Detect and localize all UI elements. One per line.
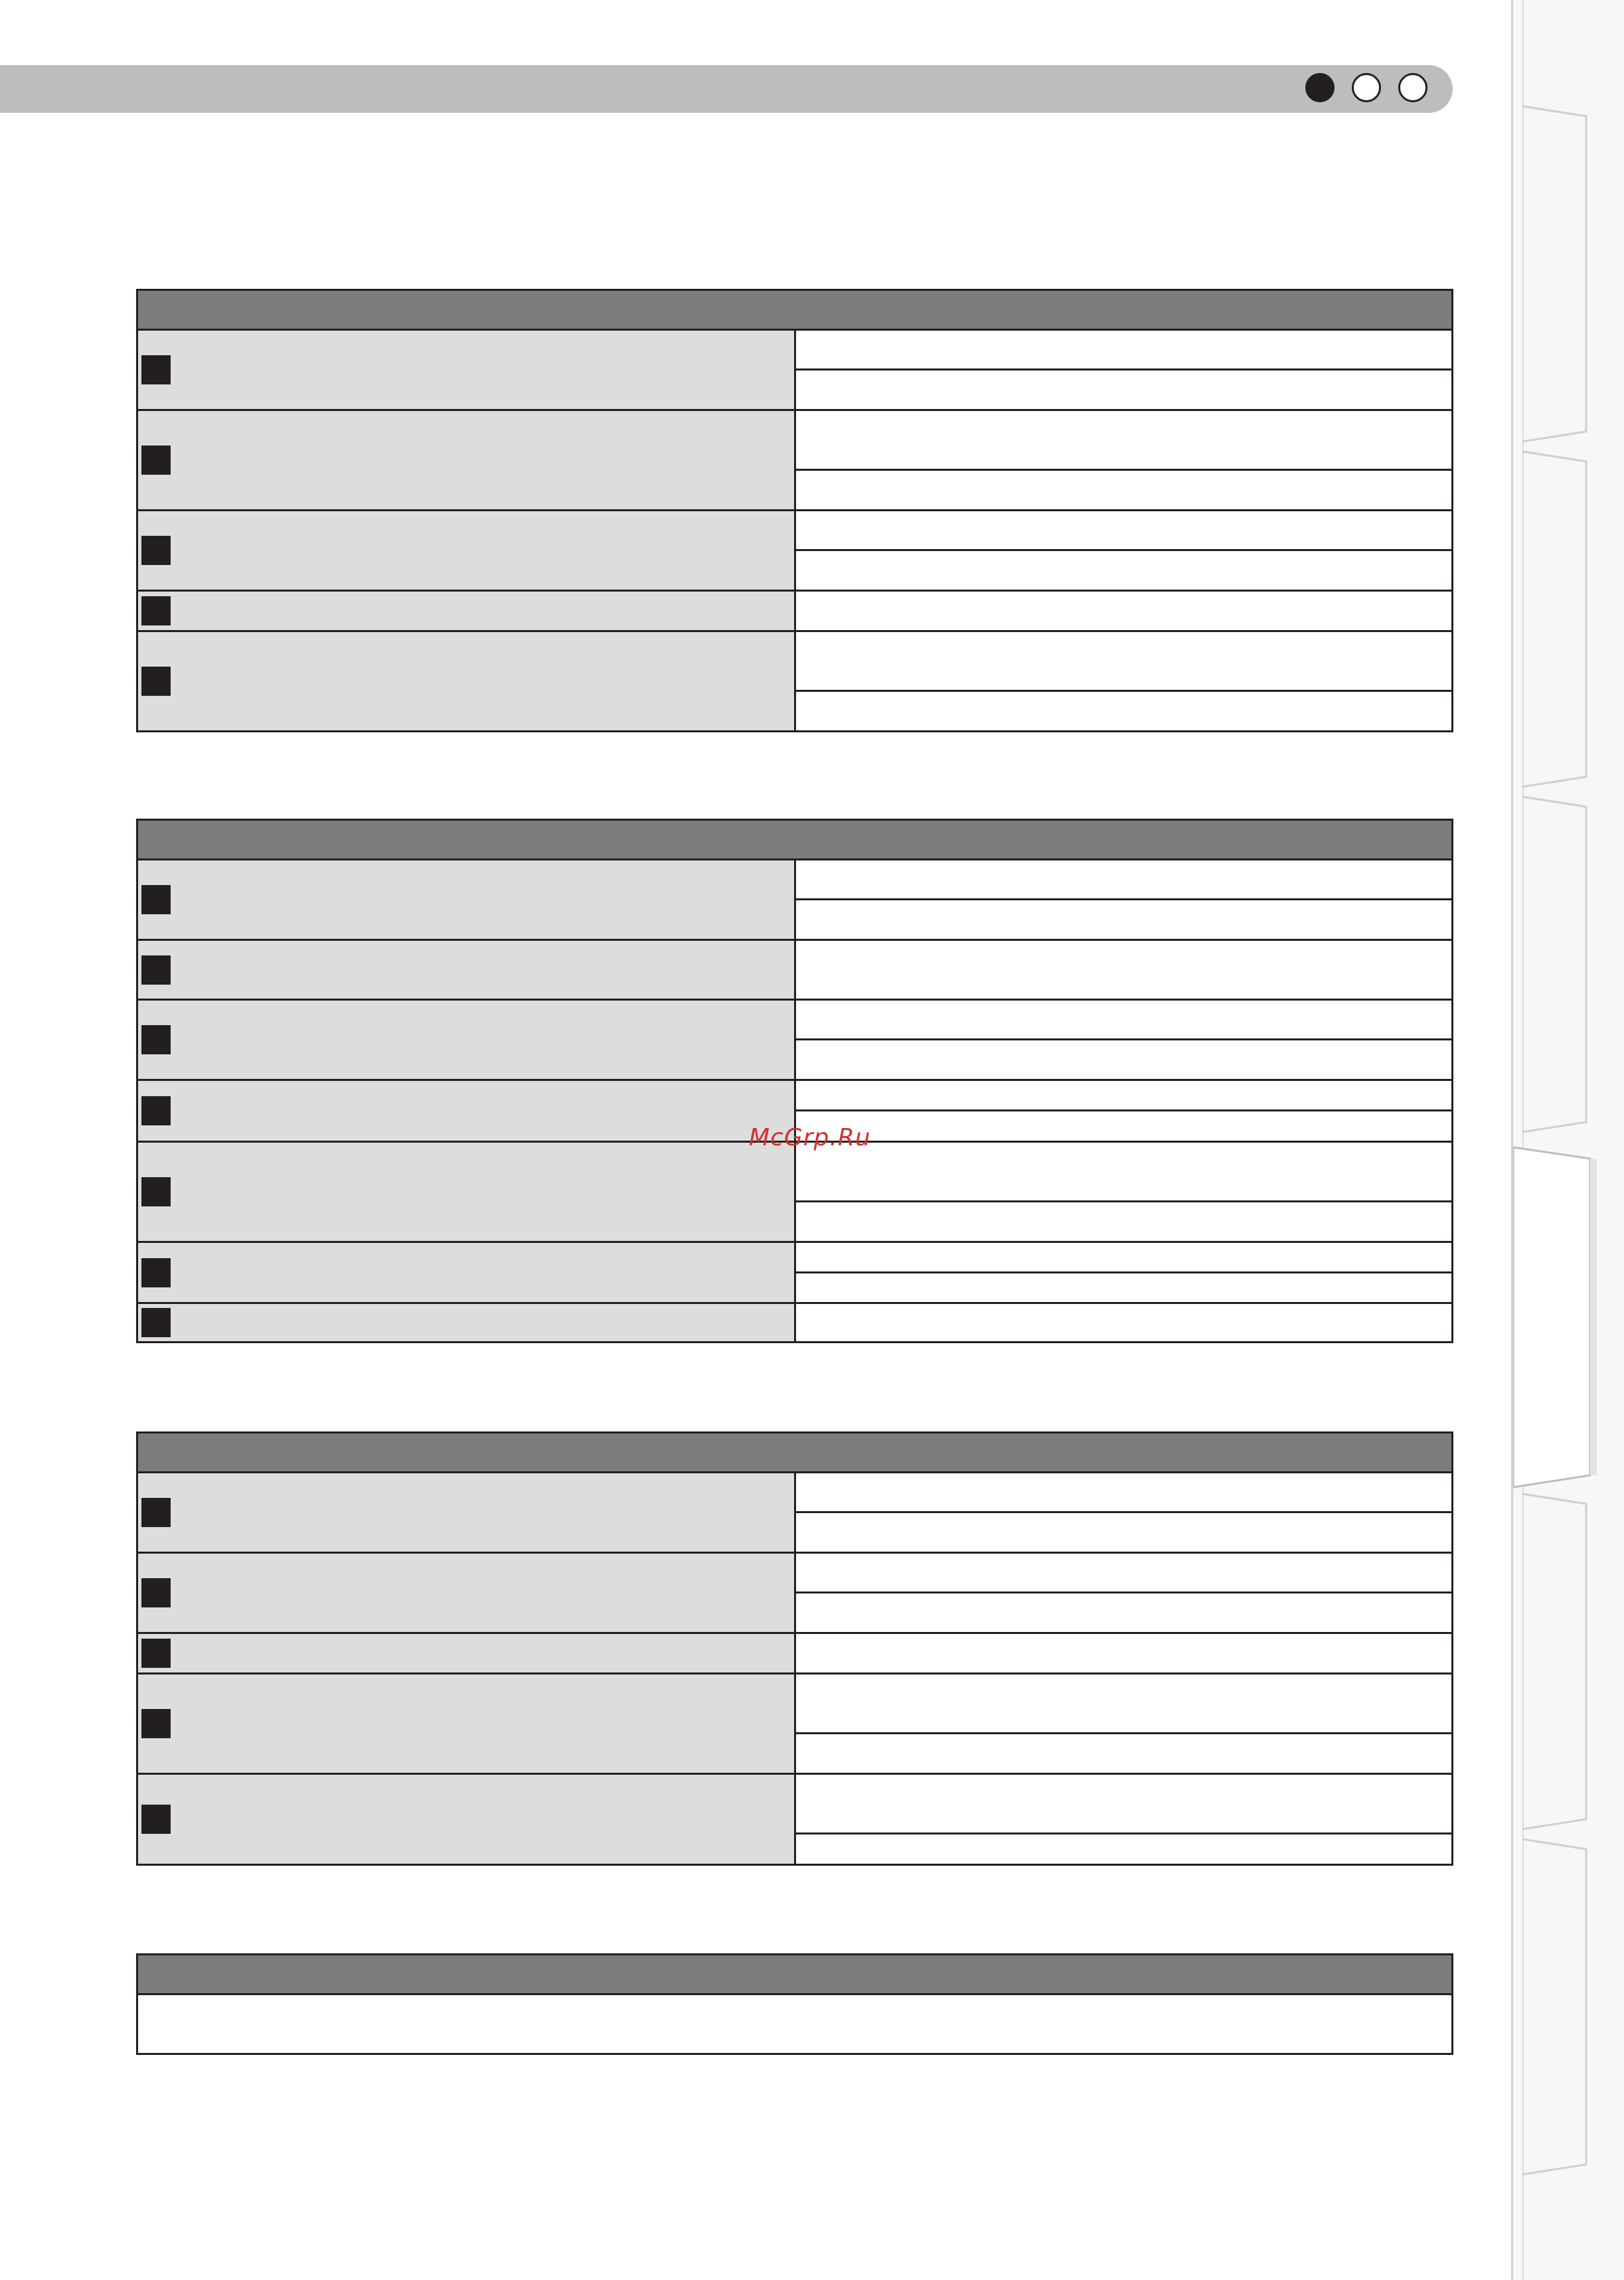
row-label xyxy=(137,591,795,631)
table-cell xyxy=(795,1512,1453,1553)
watermark: McGrp.Ru xyxy=(749,1124,871,1151)
table-header-bar xyxy=(137,820,1453,860)
table-header-bar xyxy=(137,1433,1453,1473)
table-cell xyxy=(795,631,1453,691)
black-square-marker xyxy=(141,1096,171,1125)
row-label xyxy=(137,1473,795,1553)
table-cell xyxy=(795,1674,1453,1734)
table-cell xyxy=(795,1593,1453,1633)
black-square-marker xyxy=(141,596,171,625)
page-indicator-dot-1 xyxy=(1305,73,1335,102)
black-square-marker xyxy=(141,1498,171,1527)
header-bar xyxy=(0,65,1453,113)
table-cell xyxy=(795,1303,1453,1343)
row-label xyxy=(137,1674,795,1774)
table-header-bar xyxy=(137,290,1453,330)
table-cell xyxy=(795,330,1453,370)
table-cell xyxy=(795,1553,1453,1593)
section-tabs-graphic xyxy=(1513,0,1624,2280)
table-cell xyxy=(795,370,1453,410)
row-label xyxy=(137,1303,795,1343)
table-cell xyxy=(795,1111,1453,1142)
table-header-bar xyxy=(137,1955,1453,1995)
table-cell xyxy=(795,511,1453,550)
page-indicator-dot-3 xyxy=(1398,73,1427,102)
row-label xyxy=(137,860,795,940)
black-square-marker xyxy=(141,955,171,985)
table-cell xyxy=(795,1242,1453,1273)
section-tab-strip xyxy=(1511,0,1624,2280)
row-label xyxy=(137,1633,795,1674)
row-label xyxy=(137,1000,795,1080)
table-cell xyxy=(795,691,1453,732)
black-square-marker xyxy=(141,1025,171,1054)
spec-table-3 xyxy=(136,1431,1453,1866)
table-cell xyxy=(795,550,1453,591)
black-square-marker xyxy=(141,1639,171,1668)
table-cell xyxy=(795,591,1453,631)
black-square-marker xyxy=(141,667,171,696)
black-square-marker xyxy=(141,1308,171,1337)
table-cell xyxy=(795,1834,1453,1865)
row-label xyxy=(137,631,795,732)
table-cell xyxy=(795,1774,1453,1834)
row-label xyxy=(137,1080,795,1142)
table-cell xyxy=(795,860,1453,900)
black-square-marker xyxy=(141,1177,171,1206)
page-indicator-dot-2 xyxy=(1352,73,1381,102)
table-cell xyxy=(795,900,1453,940)
black-square-marker xyxy=(141,1578,171,1607)
spec-table-1 xyxy=(136,289,1453,732)
table-cell xyxy=(795,1473,1453,1512)
table-cell xyxy=(795,1273,1453,1303)
row-label xyxy=(137,330,795,410)
table-cell xyxy=(795,1734,1453,1774)
table-cell xyxy=(795,1080,1453,1111)
table-cell xyxy=(795,410,1453,470)
table-cell xyxy=(795,1202,1453,1242)
row-label xyxy=(137,1142,795,1242)
black-square-marker xyxy=(141,1709,171,1738)
row-label xyxy=(137,511,795,591)
table-cell xyxy=(795,940,1453,1000)
black-square-marker xyxy=(141,1258,171,1287)
black-square-marker xyxy=(141,1805,171,1834)
table-cell xyxy=(795,1633,1453,1674)
row-label xyxy=(137,1774,795,1865)
row-label xyxy=(137,1242,795,1303)
note-box xyxy=(136,1953,1453,2055)
row-label xyxy=(137,940,795,1000)
black-square-marker xyxy=(141,536,171,565)
row-label xyxy=(137,410,795,511)
table-cell xyxy=(795,1142,1453,1202)
table-cell xyxy=(795,470,1453,511)
table-cell xyxy=(795,1000,1453,1040)
black-square-marker xyxy=(141,446,171,475)
black-square-marker xyxy=(141,885,171,914)
black-square-marker xyxy=(141,355,171,384)
spec-table-2 xyxy=(136,819,1453,1343)
note-box-body xyxy=(137,1995,1453,2054)
table-cell xyxy=(795,1040,1453,1080)
row-label xyxy=(137,1553,795,1633)
